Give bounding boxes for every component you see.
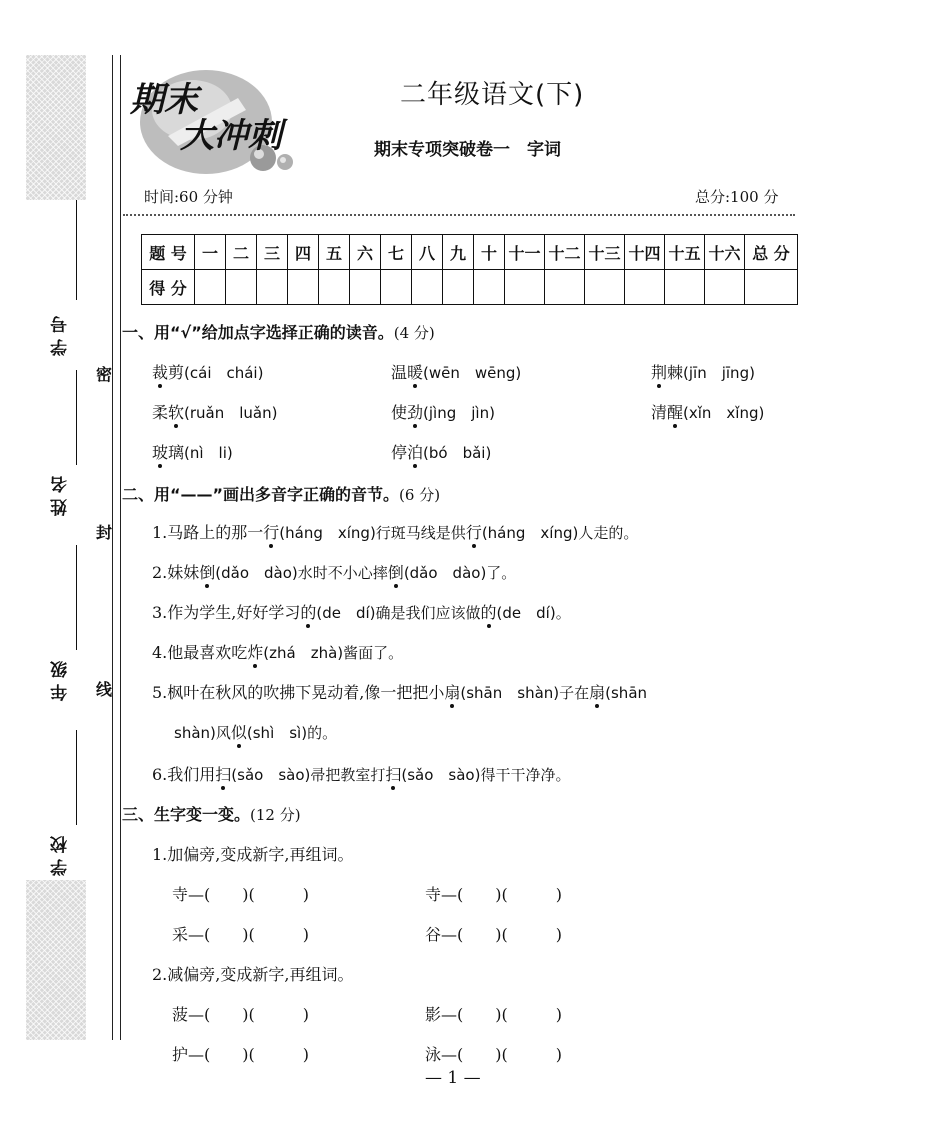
- score-col: 十五: [665, 235, 705, 270]
- pinyin-options: (cái chái): [184, 364, 264, 382]
- question-2-4[interactable]: [152, 640, 403, 663]
- question-text: (dǎo dào)了。: [403, 564, 517, 582]
- logo: [128, 58, 308, 180]
- section-3-title: [122, 802, 301, 825]
- score-col: 十一: [505, 235, 545, 270]
- question-2-5-cont[interactable]: [174, 720, 337, 743]
- section-1-points: (4 分): [393, 324, 435, 342]
- question-text: shàn)风: [174, 724, 231, 742]
- dotted-char: 暖: [407, 363, 424, 382]
- dotted-char: 扇: [589, 683, 606, 702]
- page-title: 二年级语文(下): [400, 80, 585, 110]
- score-col: 十: [474, 235, 505, 270]
- dotted-char: 似: [230, 723, 247, 742]
- score-cell[interactable]: [195, 270, 226, 305]
- dotted-char: 软: [168, 403, 185, 422]
- score-cell[interactable]: [381, 270, 412, 305]
- score-cell[interactable]: [226, 270, 257, 305]
- fill-blank-item[interactable]: 采—( )( ): [172, 925, 309, 944]
- score-cell[interactable]: [545, 270, 585, 305]
- word-prefix: 柔: [152, 403, 169, 422]
- fill-blank-item[interactable]: 寺—( )( ): [172, 885, 309, 904]
- pinyin-options: (jìng jìn): [423, 404, 495, 422]
- dotted-char: 行: [263, 523, 280, 542]
- dotted-char: 扫: [215, 765, 232, 784]
- pinyin-options: (ruǎn luǎn): [184, 404, 278, 422]
- dotted-char: 的: [300, 603, 317, 622]
- question-text: (dǎo dào)水时不小心摔: [215, 564, 388, 582]
- question-text: (de dí)确是我们应该做: [316, 604, 481, 622]
- dotted-char: 泊: [407, 443, 424, 462]
- score-col: 二: [226, 235, 257, 270]
- seal-xian: 线: [96, 680, 113, 699]
- score-cell[interactable]: [665, 270, 705, 305]
- section-2-points: (6 分): [399, 486, 441, 504]
- student-id-line: [76, 200, 77, 300]
- question-text: 4.他最喜欢吃: [152, 643, 248, 662]
- score-col: 八: [412, 235, 443, 270]
- dotted-char: 裁: [152, 363, 169, 382]
- section-2-title: [122, 482, 440, 505]
- question-text: (háng xíng)人走的。: [481, 524, 639, 542]
- score-row-label: 得 分: [142, 270, 195, 305]
- dotted-char: 的: [480, 603, 497, 622]
- score-cell[interactable]: [412, 270, 443, 305]
- student-id-label: 学号: [51, 310, 71, 356]
- section-1-title-text: 一、用“√”给加点字选择正确的读音。: [122, 323, 394, 342]
- dotted-char: 行: [465, 523, 482, 542]
- time-limit: 时间:60 分钟: [144, 188, 233, 206]
- fill-blank-item[interactable]: 泳—( )( ): [425, 1045, 562, 1064]
- score-cell[interactable]: [505, 270, 545, 305]
- question-text: (háng xíng)行斑马线是供: [279, 524, 466, 542]
- pinyin-item[interactable]: [651, 400, 764, 423]
- name-line: [76, 370, 77, 465]
- binding-pattern-top: [26, 55, 86, 200]
- word-prefix: 温: [391, 363, 408, 382]
- question-text: 5.枫叶在秋风的吹拂下晃动着,像一把把小: [152, 683, 445, 702]
- section-3-title-text: 三、生字变一变。: [122, 805, 251, 824]
- question-text: 6.我们用: [152, 765, 216, 784]
- student-id-field[interactable]: [48, 200, 78, 360]
- header-divider: [123, 214, 795, 216]
- score-cell[interactable]: [625, 270, 665, 305]
- score-cell[interactable]: [288, 270, 319, 305]
- dotted-char: 炸: [247, 643, 264, 662]
- dotted-char: 扫: [385, 765, 402, 784]
- score-col: 十二: [545, 235, 585, 270]
- score-col: 五: [319, 235, 350, 270]
- word-suffix: 棘: [667, 363, 684, 382]
- question-2-6[interactable]: [152, 762, 570, 785]
- score-cell[interactable]: [705, 270, 745, 305]
- seal-feng: 封: [96, 523, 113, 542]
- score-header-label: 题 号: [142, 235, 195, 270]
- score-col: 七: [381, 235, 412, 270]
- fill-blank-item[interactable]: 护—( )( ): [172, 1045, 309, 1064]
- pinyin-item[interactable]: [391, 440, 491, 463]
- pinyin-options: (bó bǎi): [423, 444, 492, 462]
- question-3-2: 2.减偏旁,变成新字,再组词。: [152, 965, 354, 984]
- score-cell[interactable]: [350, 270, 381, 305]
- question-text: (zhá zhà)酱面了。: [263, 644, 404, 662]
- dotted-char: 荆: [651, 363, 668, 382]
- total-score: 总分:100 分: [695, 188, 779, 206]
- score-col: 六: [350, 235, 381, 270]
- pinyin-item[interactable]: [651, 360, 755, 383]
- question-text: 1.马路上的那一: [152, 523, 264, 542]
- question-text: (sǎo sào)帚把教室打: [231, 766, 386, 784]
- name-field[interactable]: [48, 370, 78, 530]
- fill-blank-item[interactable]: 谷—( )( ): [425, 925, 562, 944]
- score-cell[interactable]: [257, 270, 288, 305]
- question-3-1: 1.加偏旁,变成新字,再组词。: [152, 845, 354, 864]
- question-2-3[interactable]: [152, 600, 571, 623]
- logo-text-2: 大冲刺: [180, 116, 282, 156]
- question-text: 3.作为学生,好好学习: [152, 603, 301, 622]
- score-cell[interactable]: [585, 270, 625, 305]
- fill-blank-item[interactable]: 菠—( )( ): [172, 1005, 309, 1024]
- dotted-char: 劲: [407, 403, 424, 422]
- binding-pattern-bottom: [26, 880, 86, 1040]
- question-2-2[interactable]: [152, 560, 516, 583]
- score-col: 十四: [625, 235, 665, 270]
- pinyin-item[interactable]: [391, 400, 495, 423]
- score-col-total: 总 分: [745, 235, 798, 270]
- dotted-char: 醒: [667, 403, 684, 422]
- pinyin-item[interactable]: [152, 440, 233, 463]
- word-suffix: 剪: [168, 363, 185, 382]
- score-col: 十三: [585, 235, 625, 270]
- binding-rule-2: [120, 55, 121, 1040]
- question-text: (de dí)。: [496, 604, 571, 622]
- school-line: [76, 730, 77, 825]
- school-label: 学校: [51, 830, 71, 876]
- score-col: 一: [195, 235, 226, 270]
- section-1-title: [122, 320, 435, 343]
- word-suffix: 璃: [168, 443, 185, 462]
- score-cell[interactable]: [319, 270, 350, 305]
- pinyin-options: (xǐn xǐng): [683, 404, 765, 422]
- word-prefix: 停: [391, 443, 408, 462]
- logo-text-1: 期末: [130, 80, 198, 120]
- grade-label: 年级: [51, 655, 71, 701]
- pinyin-item[interactable]: [391, 360, 521, 383]
- pinyin-item[interactable]: [152, 400, 277, 423]
- score-col: 三: [257, 235, 288, 270]
- page-subtitle: 期末专项突破卷一 字词: [374, 140, 561, 160]
- section-2-title-text: 二、用“——”画出多音字正确的音节。: [122, 485, 400, 504]
- score-col: 四: [288, 235, 319, 270]
- word-prefix: 清: [651, 403, 668, 422]
- question-2-5[interactable]: [152, 680, 647, 703]
- question-text: (shān shàn)子在: [460, 684, 590, 702]
- question-text: (shān: [605, 684, 648, 702]
- school-field[interactable]: [48, 730, 78, 880]
- word-prefix: 使: [391, 403, 408, 422]
- score-value-row: [142, 270, 798, 305]
- grade-line: [76, 545, 77, 650]
- fill-blank-item[interactable]: 影—( )( ): [425, 1005, 562, 1024]
- pinyin-options: (wēn wēng): [423, 364, 522, 382]
- pinyin-options: (jīn jīng): [683, 364, 755, 382]
- grade-field[interactable]: [48, 545, 78, 725]
- score-cell[interactable]: [474, 270, 505, 305]
- question-2-1[interactable]: [152, 520, 638, 543]
- score-table: [141, 234, 798, 305]
- pinyin-options: (nì li): [184, 444, 233, 462]
- score-cell[interactable]: [443, 270, 474, 305]
- score-cell-total[interactable]: [745, 270, 798, 305]
- dotted-char: 倒: [387, 563, 404, 582]
- question-text: 2.妹妹: [152, 563, 200, 582]
- question-text: (sǎo sào)得干干净净。: [401, 766, 571, 784]
- score-col: 九: [443, 235, 474, 270]
- score-header-row: [142, 235, 798, 270]
- name-label: 姓名: [51, 470, 71, 516]
- pinyin-item[interactable]: [152, 360, 263, 383]
- seal-mi: 密: [96, 365, 113, 384]
- question-text: (shì sì)的。: [246, 724, 338, 742]
- dotted-char: 扇: [444, 683, 461, 702]
- section-3-points: (12 分): [250, 806, 301, 824]
- dotted-char: 玻: [152, 443, 169, 462]
- page-number: — 1 —: [425, 1068, 481, 1088]
- score-col: 十六: [705, 235, 745, 270]
- binding-rule-1: [112, 55, 113, 1040]
- fill-blank-item[interactable]: 寺—( )( ): [425, 885, 562, 904]
- dotted-char: 倒: [199, 563, 216, 582]
